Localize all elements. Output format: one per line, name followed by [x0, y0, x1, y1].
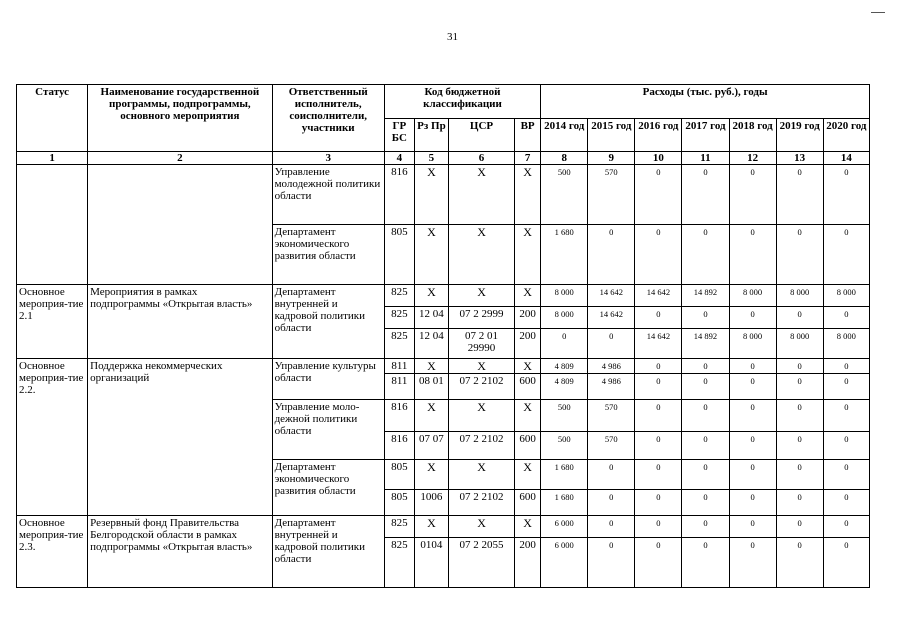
- expense-value-cell: 0: [823, 307, 869, 329]
- grbs-cell: 805: [384, 490, 414, 516]
- expense-value-cell: 0: [635, 359, 682, 374]
- csr-cell: X: [448, 285, 514, 307]
- budget-table: [16, 84, 870, 588]
- expense-value-cell: 0: [729, 400, 776, 432]
- column-number: 12: [729, 152, 776, 165]
- rzpr-cell: X: [414, 460, 448, 490]
- grbs-cell: 816: [384, 165, 414, 225]
- expense-value-cell: 0: [635, 538, 682, 588]
- grbs-cell: 816: [384, 400, 414, 432]
- expense-value-cell: 0: [682, 359, 729, 374]
- column-number: 11: [682, 152, 729, 165]
- column-number: 7: [515, 152, 541, 165]
- expense-value-cell: 0: [588, 225, 635, 285]
- expense-value-cell: 500: [541, 165, 588, 225]
- csr-cell: 07 2 2102: [448, 432, 514, 460]
- expense-value-cell: 4 809: [541, 359, 588, 374]
- csr-cell: 07 2 2102: [448, 374, 514, 400]
- expense-value-cell: 0: [588, 538, 635, 588]
- expense-value-cell: 14 642: [588, 307, 635, 329]
- expense-value-cell: 0: [588, 460, 635, 490]
- measure-name-cell: Поддержка некоммерческих организаций: [88, 359, 272, 516]
- column-number: 14: [823, 152, 869, 165]
- rzpr-cell: X: [414, 400, 448, 432]
- status-cell: [17, 165, 88, 285]
- grbs-cell: 805: [384, 460, 414, 490]
- expense-value-cell: 0: [541, 329, 588, 359]
- header-grbs: ГР БС: [384, 119, 414, 152]
- column-number: 8: [541, 152, 588, 165]
- expense-value-cell: 8 000: [823, 285, 869, 307]
- expense-value-cell: 0: [729, 432, 776, 460]
- expense-value-cell: 0: [729, 516, 776, 538]
- expense-value-cell: 14 642: [635, 329, 682, 359]
- expense-value-cell: 0: [776, 359, 823, 374]
- page-number: 31: [447, 31, 458, 43]
- header-year: 2016 год: [635, 119, 682, 152]
- header-vr: ВР: [515, 119, 541, 152]
- expense-value-cell: 0: [729, 225, 776, 285]
- vr-cell: X: [515, 225, 541, 285]
- expense-value-cell: 0: [823, 538, 869, 588]
- expense-value-cell: 0: [635, 432, 682, 460]
- expense-value-cell: 0: [682, 490, 729, 516]
- rzpr-cell: 12 04: [414, 329, 448, 359]
- header-year: 2018 год: [729, 119, 776, 152]
- expense-value-cell: 0: [729, 538, 776, 588]
- header-year: 2014 год: [541, 119, 588, 152]
- expense-value-cell: 0: [729, 165, 776, 225]
- measure-name-cell: Мероприятия в рамках подпрограммы «Открытая власть»: [88, 285, 272, 359]
- column-number: 5: [414, 152, 448, 165]
- rzpr-cell: X: [414, 359, 448, 374]
- expense-value-cell: 0: [682, 225, 729, 285]
- expense-value-cell: 0: [682, 307, 729, 329]
- expense-value-cell: 0: [729, 307, 776, 329]
- header-expenses: Расходы (тыс. руб.), годы: [541, 85, 870, 119]
- expense-value-cell: 0: [776, 374, 823, 400]
- table-row: [17, 516, 870, 538]
- expense-value-cell: 0: [729, 460, 776, 490]
- vr-cell: 200: [515, 538, 541, 588]
- executor-cell: Управление культуры области: [272, 359, 384, 400]
- csr-cell: X: [448, 400, 514, 432]
- measure-name-cell: Резервный фонд Правительства Белгородской области в рамках подпрограммы «Открытая власть»: [88, 516, 272, 588]
- grbs-cell: 825: [384, 285, 414, 307]
- expense-value-cell: 0: [588, 329, 635, 359]
- expense-value-cell: 8 000: [823, 329, 869, 359]
- expense-value-cell: 0: [635, 490, 682, 516]
- column-number: 1: [17, 152, 88, 165]
- header-rzpr: Рз Пр: [414, 119, 448, 152]
- expense-value-cell: 0: [682, 460, 729, 490]
- expense-value-cell: 570: [588, 432, 635, 460]
- grbs-cell: 816: [384, 432, 414, 460]
- header-name: Наименование государственной программы, подпрограммы, основного мероприятия: [88, 85, 272, 152]
- header-executor: Ответственный исполнитель, соисполнители, участники: [272, 85, 384, 152]
- header-year: 2019 год: [776, 119, 823, 152]
- expense-value-cell: 0: [776, 516, 823, 538]
- table-row: [17, 285, 870, 307]
- expense-value-cell: 0: [588, 516, 635, 538]
- expense-value-cell: 14 642: [635, 285, 682, 307]
- expense-value-cell: 0: [635, 400, 682, 432]
- expense-value-cell: 0: [823, 165, 869, 225]
- expense-value-cell: 0: [776, 538, 823, 588]
- expense-value-cell: 0: [776, 400, 823, 432]
- expense-value-cell: 0: [776, 225, 823, 285]
- expense-value-cell: 0: [635, 460, 682, 490]
- column-number: 13: [776, 152, 823, 165]
- column-number: 6: [448, 152, 514, 165]
- expense-value-cell: 8 000: [729, 285, 776, 307]
- expense-value-cell: 0: [682, 516, 729, 538]
- expense-value-cell: 0: [823, 225, 869, 285]
- expense-value-cell: 14 892: [682, 285, 729, 307]
- expense-value-cell: 8 000: [729, 329, 776, 359]
- expense-value-cell: 0: [823, 432, 869, 460]
- expense-value-cell: 1 680: [541, 225, 588, 285]
- header-budget-code: Код бюджетной классификации: [384, 85, 540, 119]
- vr-cell: X: [515, 400, 541, 432]
- csr-cell: X: [448, 460, 514, 490]
- expense-value-cell: 0: [635, 516, 682, 538]
- csr-cell: 07 2 2055: [448, 538, 514, 588]
- csr-cell: 07 2 2102: [448, 490, 514, 516]
- expense-value-cell: 0: [729, 490, 776, 516]
- corner-mark: [871, 12, 885, 13]
- column-number: 3: [272, 152, 384, 165]
- csr-cell: X: [448, 359, 514, 374]
- header-year: 2017 год: [682, 119, 729, 152]
- expense-value-cell: 6 000: [541, 516, 588, 538]
- header-year: 2015 год: [588, 119, 635, 152]
- vr-cell: 600: [515, 432, 541, 460]
- expense-value-cell: 0: [823, 516, 869, 538]
- vr-cell: 600: [515, 490, 541, 516]
- expense-value-cell: 0: [823, 400, 869, 432]
- header-status: Статус: [17, 85, 88, 152]
- expense-value-cell: 8 000: [541, 285, 588, 307]
- status-cell: Основное мероприя-тие 2.2.: [17, 359, 88, 516]
- expense-value-cell: 0: [682, 374, 729, 400]
- expense-value-cell: 4 986: [588, 374, 635, 400]
- expense-value-cell: 8 000: [776, 285, 823, 307]
- expense-value-cell: 14 642: [588, 285, 635, 307]
- measure-name-cell: [88, 165, 272, 285]
- grbs-cell: 825: [384, 307, 414, 329]
- table-row: [17, 359, 870, 374]
- column-number: 10: [635, 152, 682, 165]
- expense-value-cell: 0: [635, 165, 682, 225]
- csr-cell: X: [448, 225, 514, 285]
- csr-cell: 07 2 2999: [448, 307, 514, 329]
- executor-cell: Департамент внутренней и кадровой политики области: [272, 516, 384, 588]
- vr-cell: X: [515, 165, 541, 225]
- vr-cell: X: [515, 285, 541, 307]
- expense-value-cell: 0: [776, 432, 823, 460]
- expense-value-cell: 0: [823, 374, 869, 400]
- executor-cell: Департамент экономического развития области: [272, 460, 384, 516]
- expense-value-cell: 0: [682, 400, 729, 432]
- expense-value-cell: 4 809: [541, 374, 588, 400]
- vr-cell: 200: [515, 329, 541, 359]
- table-row: [17, 165, 870, 225]
- expense-value-cell: 0: [682, 432, 729, 460]
- grbs-cell: 825: [384, 329, 414, 359]
- expense-value-cell: 0: [823, 359, 869, 374]
- vr-cell: 200: [515, 307, 541, 329]
- column-number: 2: [88, 152, 272, 165]
- expense-value-cell: 8 000: [541, 307, 588, 329]
- header-csr: ЦСР: [448, 119, 514, 152]
- status-cell: Основное мероприя-тие 2.1: [17, 285, 88, 359]
- expense-value-cell: 0: [729, 374, 776, 400]
- expense-value-cell: 0: [729, 359, 776, 374]
- expense-value-cell: 0: [776, 307, 823, 329]
- expense-value-cell: 570: [588, 165, 635, 225]
- rzpr-cell: X: [414, 165, 448, 225]
- grbs-cell: 811: [384, 374, 414, 400]
- csr-cell: 07 2 01 29990: [448, 329, 514, 359]
- expense-value-cell: 0: [776, 165, 823, 225]
- column-number: 9: [588, 152, 635, 165]
- vr-cell: 600: [515, 374, 541, 400]
- rzpr-cell: 07 07: [414, 432, 448, 460]
- grbs-cell: 811: [384, 359, 414, 374]
- grbs-cell: 805: [384, 225, 414, 285]
- expense-value-cell: 0: [682, 538, 729, 588]
- grbs-cell: 825: [384, 516, 414, 538]
- rzpr-cell: X: [414, 285, 448, 307]
- expense-value-cell: 8 000: [776, 329, 823, 359]
- expense-value-cell: 0: [635, 225, 682, 285]
- grbs-cell: 825: [384, 538, 414, 588]
- csr-cell: X: [448, 165, 514, 225]
- expense-value-cell: 0: [776, 490, 823, 516]
- executor-cell: Управление моло-дежной политики области: [272, 400, 384, 460]
- status-cell: Основное мероприя-тие 2.3.: [17, 516, 88, 588]
- expense-value-cell: 1 680: [541, 460, 588, 490]
- expense-value-cell: 0: [682, 165, 729, 225]
- expense-value-cell: 500: [541, 400, 588, 432]
- vr-cell: X: [515, 359, 541, 374]
- expense-value-cell: 14 892: [682, 329, 729, 359]
- expense-value-cell: 0: [776, 460, 823, 490]
- executor-cell: Департамент внутренней и кадровой политики области: [272, 285, 384, 359]
- expense-value-cell: 0: [588, 490, 635, 516]
- rzpr-cell: 08 01: [414, 374, 448, 400]
- executor-cell: Департамент экономического развития области: [272, 225, 384, 285]
- expense-value-cell: 500: [541, 432, 588, 460]
- expense-value-cell: 4 986: [588, 359, 635, 374]
- expense-value-cell: 1 680: [541, 490, 588, 516]
- expense-value-cell: 570: [588, 400, 635, 432]
- rzpr-cell: X: [414, 516, 448, 538]
- expense-value-cell: 0: [635, 307, 682, 329]
- vr-cell: X: [515, 516, 541, 538]
- expense-value-cell: 0: [823, 460, 869, 490]
- rzpr-cell: X: [414, 225, 448, 285]
- csr-cell: X: [448, 516, 514, 538]
- expense-value-cell: 6 000: [541, 538, 588, 588]
- expense-value-cell: 0: [823, 490, 869, 516]
- expense-value-cell: 0: [635, 374, 682, 400]
- vr-cell: X: [515, 460, 541, 490]
- header-year: 2020 год: [823, 119, 869, 152]
- executor-cell: Управление молодежной политики области: [272, 165, 384, 225]
- rzpr-cell: 0104: [414, 538, 448, 588]
- rzpr-cell: 1006: [414, 490, 448, 516]
- rzpr-cell: 12 04: [414, 307, 448, 329]
- column-number: 4: [384, 152, 414, 165]
